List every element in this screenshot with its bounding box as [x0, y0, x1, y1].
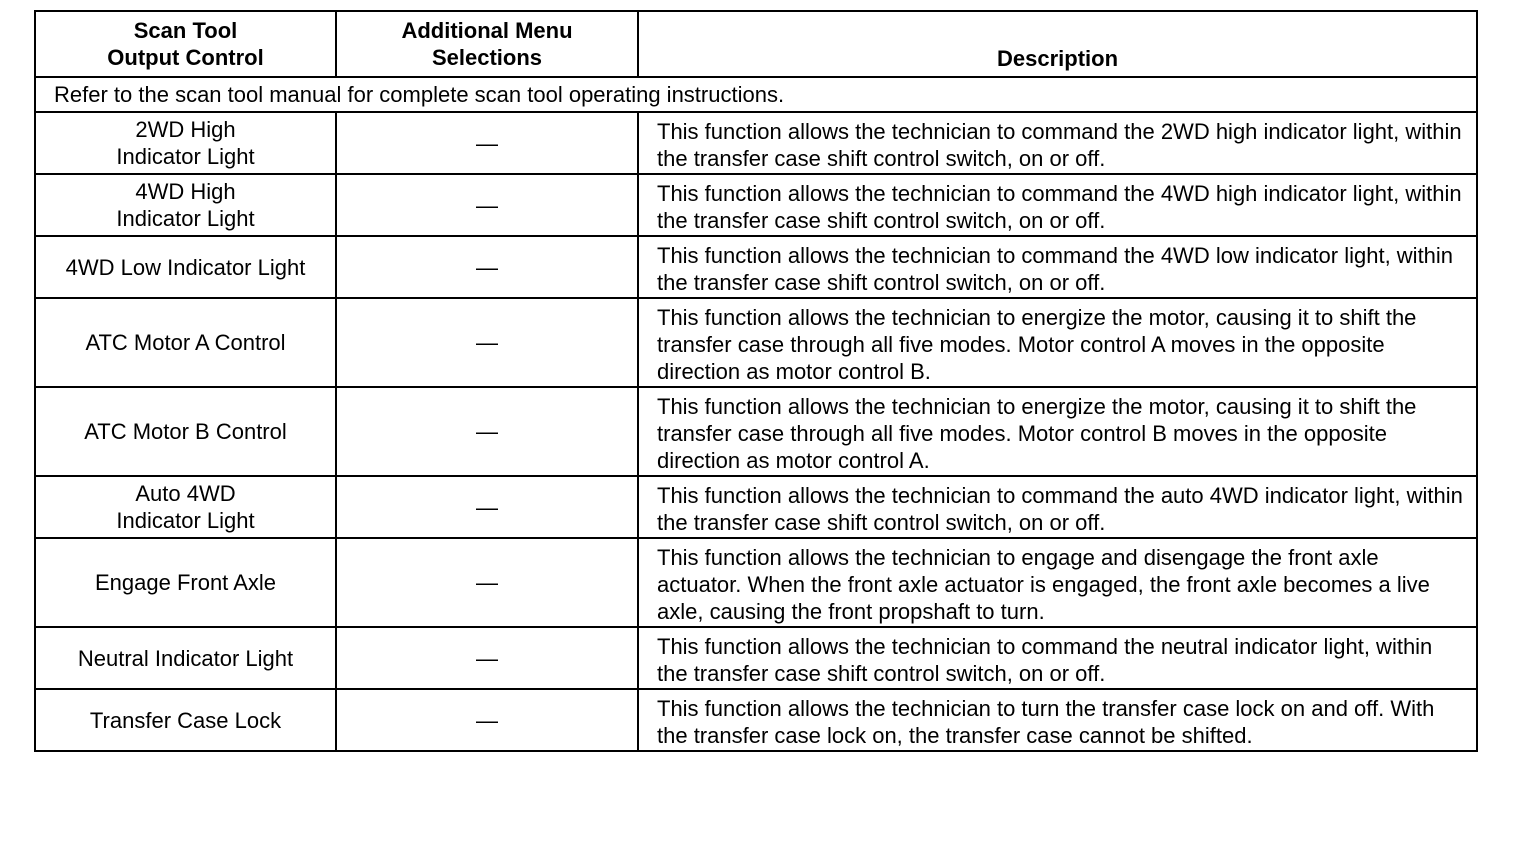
menu-selection-cell — [336, 538, 638, 627]
header-output-control — [35, 11, 336, 77]
table-row — [35, 387, 1477, 476]
output-control-cell — [35, 476, 336, 538]
menu-selection-value: — — [476, 192, 498, 218]
menu-selection-cell — [336, 174, 638, 236]
header-additional-menu — [336, 11, 638, 77]
table-row — [35, 476, 1477, 538]
output-control-line2: Indicator Light — [116, 206, 255, 231]
header-output-control-line1: Scan Tool — [133, 18, 238, 43]
header-additional-menu-line2: Selections — [431, 45, 543, 70]
menu-selection-cell — [336, 476, 638, 538]
menu-selection-cell — [336, 298, 638, 387]
output-control-line2: Indicator Light — [116, 508, 255, 533]
table-row — [35, 538, 1477, 627]
description-cell: This function allows the technician to command the 4WD high indicator light, within the transfer case shift control switch, on or off. — [638, 174, 1477, 236]
scan-tool-output-control-table — [34, 10, 1478, 752]
description-cell: This function allows the technician to energize the motor, causing it to shift the transfer case through all five modes. Motor control A moves in the opposite direction as motor control B. — [638, 298, 1477, 387]
output-control-line1: Engage Front Axle — [94, 570, 276, 595]
output-control-cell — [35, 174, 336, 236]
output-control-cell — [35, 298, 336, 387]
menu-selection-value: — — [476, 707, 498, 733]
table-row — [35, 112, 1477, 174]
output-control-line1: ATC Motor A Control — [85, 330, 286, 355]
menu-selection-cell — [336, 627, 638, 689]
header-output-control-line2: Output Control — [107, 45, 264, 70]
output-control-cell — [35, 627, 336, 689]
table-row — [35, 689, 1477, 751]
description-cell: This function allows the technician to turn the transfer case lock on and off. With the transfer case lock on, the transfer case cannot be shifted. — [638, 689, 1477, 751]
output-control-line1: 4WD High — [135, 179, 236, 204]
output-control-cell — [35, 236, 336, 298]
output-control-line1: Neutral Indicator Light — [77, 645, 294, 671]
menu-selection-value: — — [476, 645, 498, 671]
output-control-line1: Auto 4WD — [135, 481, 236, 506]
menu-selection-cell — [336, 236, 638, 298]
description-cell: This function allows the technician to engage and disengage the front axle actuator. When the front axle actuator is engaged, the front axle becomes a live axle, causing the front propshaft to turn. — [638, 538, 1477, 627]
menu-selection-cell — [336, 112, 638, 174]
menu-selection-value: — — [476, 494, 498, 520]
output-control-line2: Indicator Light — [116, 144, 255, 169]
description-cell: This function allows the technician to energize the motor, causing it to shift the transfer case through all five modes. Motor control B moves in the opposite direction as motor control A. — [638, 387, 1477, 476]
output-control-cell — [35, 538, 336, 627]
output-control-cell — [35, 387, 336, 476]
menu-selection-cell — [336, 387, 638, 476]
menu-selection-cell — [336, 689, 638, 751]
menu-selection-value: — — [476, 130, 498, 156]
menu-selection-value: — — [476, 254, 498, 280]
output-control-cell — [35, 689, 336, 751]
output-control-line1: ATC Motor B Control — [84, 419, 287, 444]
header-description: Description — [638, 11, 1477, 77]
description-cell: This function allows the technician to command the auto 4WD indicator light, within the transfer case shift control switch, on or off. — [638, 476, 1477, 538]
table-row — [35, 298, 1477, 387]
table-row — [35, 236, 1477, 298]
operating-instructions-note: Refer to the scan tool manual for complete scan tool operating instructions. — [35, 77, 1477, 112]
description-cell: This function allows the technician to command the 2WD high indicator light, within the transfer case shift control switch, on or off. — [638, 112, 1477, 174]
output-control-line1: 2WD High — [135, 117, 236, 142]
header-additional-menu-line1: Additional Menu — [401, 18, 573, 43]
output-control-line1: Transfer Case Lock — [89, 707, 282, 733]
description-cell: This function allows the technician to command the 4WD low indicator light, within the transfer case shift control switch, on or off. — [638, 236, 1477, 298]
table-header-row — [35, 11, 1477, 77]
description-cell: This function allows the technician to command the neutral indicator light, within the transfer case shift control switch, on or off. — [638, 627, 1477, 689]
output-control-line1: 4WD Low Indicator Light — [65, 254, 306, 280]
note-row — [35, 77, 1477, 112]
menu-selection-value: — — [476, 570, 498, 595]
scan-tool-output-control-table-container — [34, 10, 1476, 752]
output-control-cell — [35, 112, 336, 174]
menu-selection-value: — — [476, 419, 498, 444]
table-row — [35, 174, 1477, 236]
menu-selection-value: — — [476, 330, 498, 355]
table-row — [35, 627, 1477, 689]
